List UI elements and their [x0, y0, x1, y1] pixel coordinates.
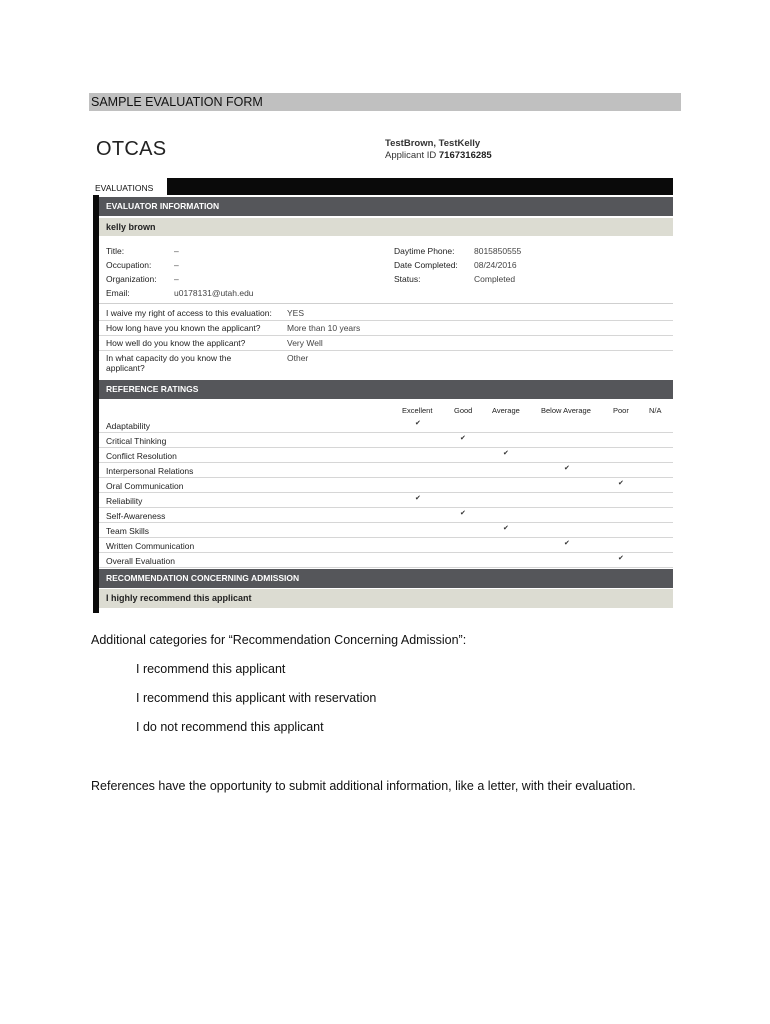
additional-categories-intro: Additional categories for “Recommendation Concerning Admission”: — [91, 633, 467, 647]
question-text: How well do you know the applicant? — [106, 338, 246, 348]
evaluation-screenshot — [93, 128, 673, 613]
evaluator-name: kelly brown — [99, 218, 673, 236]
recommendation-value: I highly recommend this applicant — [99, 589, 673, 608]
recommendation-heading: RECOMMENDATION CONCERNING ADMISSION — [99, 569, 673, 588]
rating-row-self-awareness — [99, 508, 673, 523]
question-answer: YES — [287, 308, 305, 318]
rating-label: Overall Evaluation — [106, 556, 175, 566]
document-title-bar: SAMPLE EVALUATION FORM — [89, 93, 681, 111]
question-answer: Other — [287, 353, 309, 363]
question-text-line2: applicant? — [106, 363, 145, 373]
email-value: u0178131@utah.edu — [174, 288, 254, 298]
rating-row-oral-communication — [99, 478, 673, 493]
evaluator-info-heading: EVALUATOR INFORMATION — [99, 197, 673, 216]
col-poor: Poor — [613, 406, 629, 415]
rating-row-critical-thinking — [99, 433, 673, 448]
question-row-how-well — [99, 336, 673, 351]
organization-value: – — [174, 274, 179, 284]
occupation-label: Occupation: — [106, 260, 152, 270]
occupation-value: – — [174, 260, 179, 270]
date-completed-value: 08/24/2016 — [474, 260, 517, 270]
date-completed-label: Date Completed: — [394, 260, 458, 270]
question-text — [106, 353, 231, 373]
check-icon: ✔ — [618, 480, 624, 487]
rating-row-adaptability — [99, 418, 673, 433]
title-label: Title: — [106, 246, 125, 256]
question-answer: Very Well — [287, 338, 323, 348]
question-row-capacity — [99, 351, 673, 376]
rating-label: Self-Awareness — [106, 511, 166, 521]
additional-category-item: I recommend this applicant with reservation — [136, 691, 377, 705]
question-text: How long have you known the applicant? — [106, 323, 261, 333]
reference-ratings-heading: REFERENCE RATINGS — [99, 380, 673, 399]
organization-label: Organization: — [106, 274, 157, 284]
check-icon: ✔ — [415, 420, 421, 427]
evaluation-panel — [93, 195, 673, 613]
question-row-how-long — [99, 321, 673, 336]
status-value: Completed — [474, 274, 516, 284]
rating-row-team-skills — [99, 523, 673, 538]
status-label: Status: — [394, 274, 421, 284]
additional-category-item: I recommend this applicant — [136, 662, 286, 676]
rating-row-conflict-resolution — [99, 448, 673, 463]
question-text: I waive my right of access to this evaluation: — [106, 308, 272, 318]
tab-evaluations[interactable]: EVALUATIONS — [93, 178, 167, 195]
rating-row-interpersonal-relations — [99, 463, 673, 478]
footer-note: References have the opportunity to submit additional information, like a letter, with their evaluation. — [91, 779, 636, 793]
col-average: Average — [492, 406, 520, 415]
divider — [99, 303, 673, 304]
rating-row-overall-evaluation — [99, 553, 673, 568]
applicant-name: TestBrown, TestKelly — [385, 138, 481, 149]
title-value: – — [174, 246, 179, 256]
rating-label: Reliability — [106, 496, 143, 506]
applicant-id-label: Applicant ID — [385, 150, 437, 161]
check-icon: ✔ — [503, 450, 509, 457]
check-icon: ✔ — [460, 510, 466, 517]
question-row-waive — [99, 306, 673, 321]
additional-category-item: I do not recommend this applicant — [136, 720, 324, 734]
col-na: N/A — [649, 406, 662, 415]
col-excellent: Excellent — [402, 406, 433, 415]
check-icon: ✔ — [503, 525, 509, 532]
phone-value: 8015850555 — [474, 246, 522, 256]
otcas-logo: OTCAS — [96, 138, 167, 160]
question-answer: More than 10 years — [287, 323, 361, 333]
rating-label: Interpersonal Relations — [106, 466, 194, 476]
check-icon: ✔ — [564, 540, 570, 547]
rating-row-reliability — [99, 493, 673, 508]
rating-label: Critical Thinking — [106, 436, 167, 446]
check-icon: ✔ — [564, 465, 570, 472]
rating-label: Team Skills — [106, 526, 149, 536]
rating-row-written-communication — [99, 538, 673, 553]
phone-label: Daytime Phone: — [394, 246, 455, 256]
check-icon: ✔ — [618, 555, 624, 562]
rating-label: Conflict Resolution — [106, 451, 177, 461]
col-good: Good — [454, 406, 473, 415]
applicant-id-value: 7167316285 — [438, 150, 492, 161]
evaluation-content — [99, 195, 673, 613]
rating-label: Oral Communication — [106, 481, 184, 491]
top-bar — [93, 178, 673, 195]
col-below-average: Below Average — [541, 406, 591, 415]
rating-label: Adaptability — [106, 421, 150, 431]
check-icon: ✔ — [460, 435, 466, 442]
rating-label: Written Communication — [106, 541, 195, 551]
email-label: Email: — [106, 288, 130, 298]
question-text-line1: In what capacity do you know the — [106, 353, 232, 363]
applicant-id — [385, 150, 492, 161]
check-icon: ✔ — [415, 495, 421, 502]
